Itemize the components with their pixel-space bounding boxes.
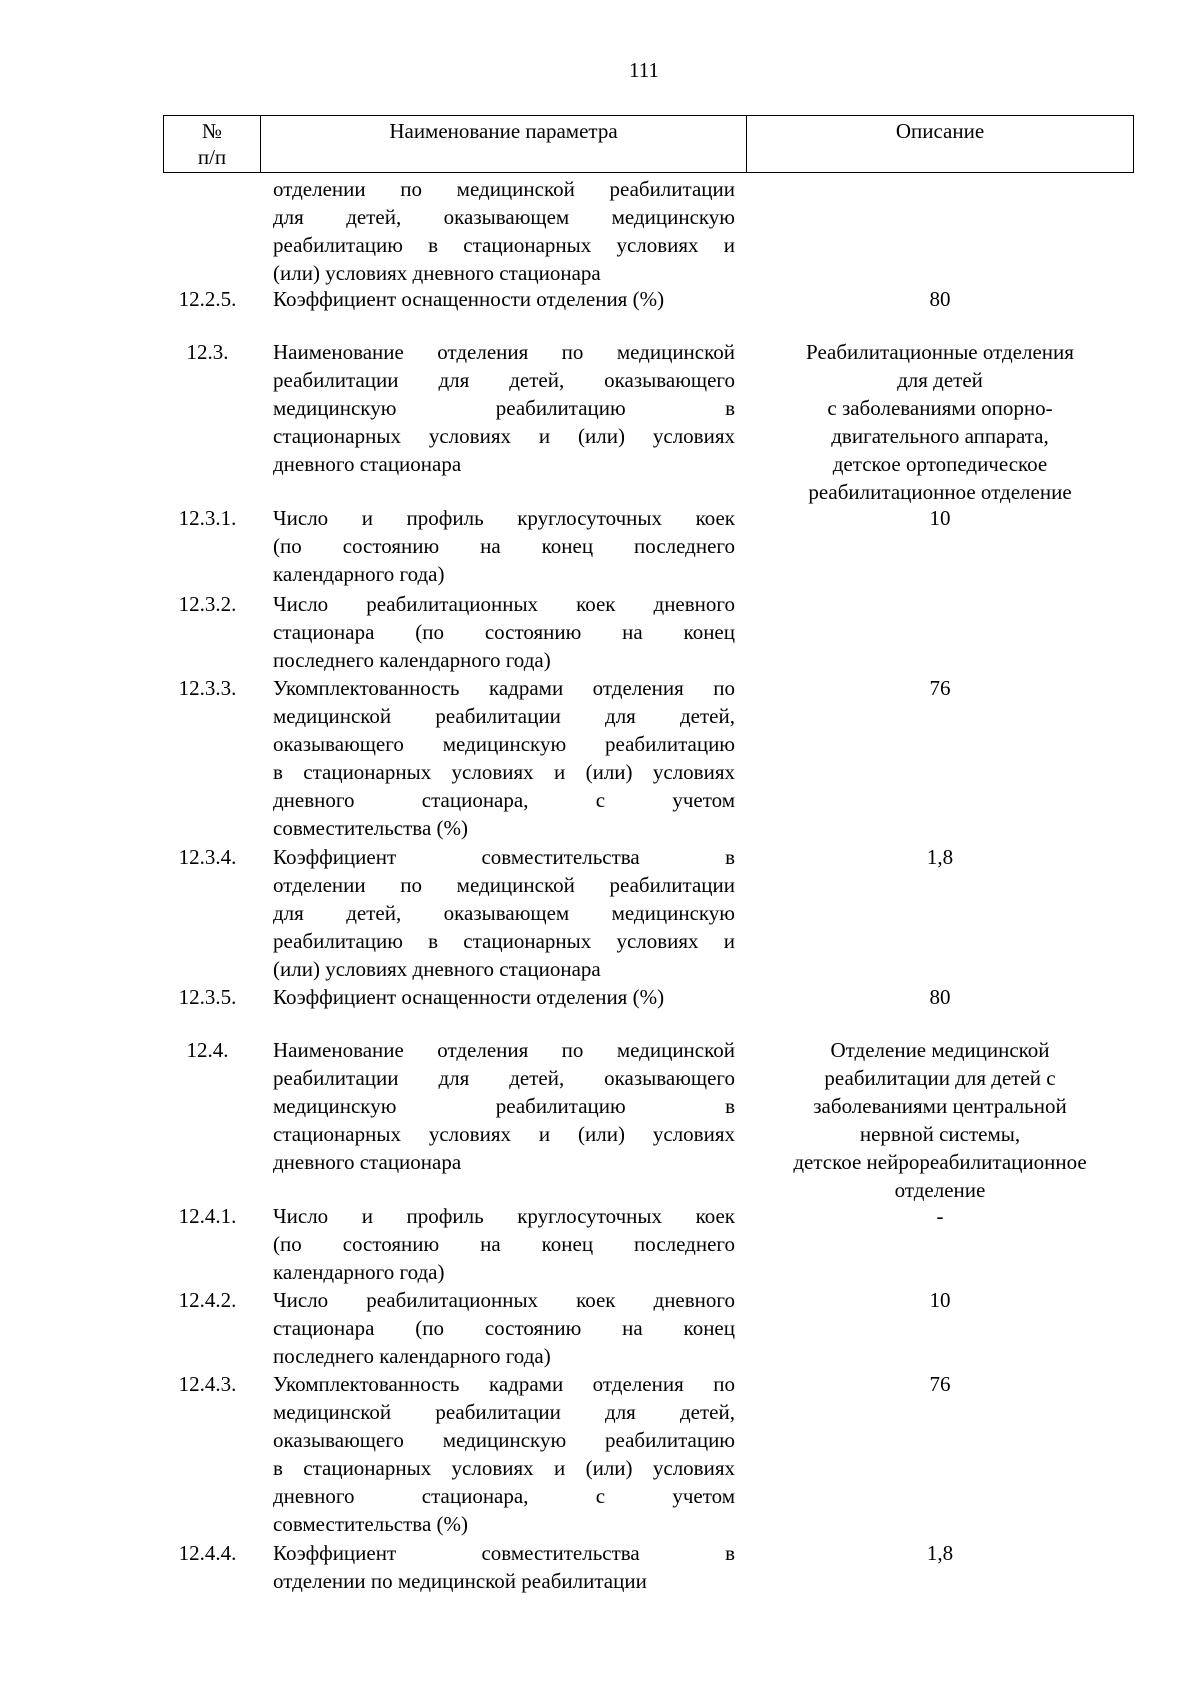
parameter-line: календарного года) — [273, 1260, 445, 1284]
row-description — [760, 504, 1120, 532]
description-line: реабилитации для детей с — [824, 1066, 1056, 1090]
row-description — [760, 1036, 1120, 1204]
header-col-number-line1: № — [201, 119, 223, 143]
row-description — [760, 1370, 1120, 1398]
row-description — [760, 843, 1120, 871]
parameter-line: в стационарных условиях и (или) условиях — [273, 760, 735, 784]
parameter-line: медицинскую реабилитацию в — [273, 1094, 735, 1118]
parameter-line: в стационарных условиях и (или) условиях — [273, 1456, 735, 1480]
parameter-line: дневного стационара, с учетом — [273, 788, 735, 812]
page-number: 111 — [629, 58, 659, 82]
row-parameter — [273, 1370, 735, 1538]
parameter-line: календарного года) — [273, 562, 445, 586]
header-col-number — [164, 116, 261, 173]
parameter-line: последнего календарного года) — [273, 1344, 551, 1368]
row-number: 12.3. — [186, 340, 229, 364]
parameter-line: дневного стационара — [273, 452, 462, 476]
parameter-line: Число и профиль круглосуточных коек — [273, 506, 735, 530]
parameter-line: (или) условиях дневного стационара — [273, 957, 601, 981]
parameter-line: Укомплектованность кадрами отделения по — [273, 676, 735, 700]
row-parameter — [273, 1202, 735, 1286]
parameter-line: Число реабилитационных коек дневного — [273, 592, 735, 616]
parameter-line: оказывающего медицинскую реабилитацию — [273, 732, 735, 756]
parameter-line: Коэффициент совместительства в — [273, 845, 735, 869]
description-line: заболеваниями центральной — [813, 1094, 1067, 1118]
parameter-line: Наименование отделения по медицинской — [273, 1038, 735, 1062]
row-description — [760, 338, 1120, 506]
parameter-line: реабилитации для детей, оказывающего — [273, 368, 735, 392]
row-description — [760, 1202, 1120, 1230]
parameter-line: медицинской реабилитации для детей, — [273, 704, 735, 728]
row-parameter — [273, 175, 735, 287]
description-line: 80 — [929, 287, 951, 311]
row-number: 12.3.4. — [178, 845, 237, 869]
parameter-line: отделении по медицинской реабилитации — [273, 177, 735, 201]
parameter-line: отделении по медицинской реабилитации — [273, 1569, 647, 1593]
row-number: 12.3.3. — [178, 676, 237, 700]
description-line: Реабилитационные отделения — [806, 340, 1074, 364]
parameter-line: стационарных условиях и (или) условиях — [273, 424, 735, 448]
row-number: 12.3.2. — [178, 592, 237, 616]
row-description — [760, 1539, 1120, 1567]
description-line: детское нейрореабилитационное — [793, 1150, 1087, 1174]
row-parameter — [273, 674, 735, 842]
description-line: двигательного аппарата, — [831, 424, 1049, 448]
parameter-line: Коэффициент оснащенности отделения (%) — [273, 287, 665, 311]
description-line: Отделение медицинской — [830, 1038, 1050, 1062]
description-line: 10 — [929, 506, 951, 530]
description-line: - — [936, 1204, 944, 1228]
parameter-line: оказывающего медицинскую реабилитацию — [273, 1428, 735, 1452]
parameter-line: (или) условиях дневного стационара — [273, 261, 601, 285]
parameter-line: последнего календарного года) — [273, 648, 551, 672]
header-col-description: Описание — [747, 116, 1134, 173]
parameter-line: стационарных условиях и (или) условиях — [273, 1122, 735, 1146]
row-parameter — [273, 983, 735, 1011]
description-line: 80 — [929, 985, 951, 1009]
description-line: 76 — [929, 1372, 951, 1396]
parameter-line: (по состоянию на конец последнего — [273, 1232, 735, 1256]
header-col-parameter: Наименование параметра — [261, 116, 747, 173]
description-line: 10 — [929, 1288, 951, 1312]
row-parameter — [273, 590, 735, 674]
row-parameter — [273, 504, 735, 588]
description-line: 1,8 — [926, 1541, 954, 1565]
row-parameter — [273, 285, 735, 313]
description-line: детское ортопедическое — [832, 452, 1048, 476]
parameter-line: Наименование отделения по медицинской — [273, 340, 735, 364]
parameter-line: Укомплектованность кадрами отделения по — [273, 1372, 735, 1396]
parameter-line: Число реабилитационных коек дневного — [273, 1288, 735, 1312]
row-parameter — [273, 1539, 735, 1595]
parameter-line: Коэффициент совместительства в — [273, 1541, 735, 1565]
row-description — [760, 285, 1120, 313]
parameter-line: реабилитацию в стационарных условиях и — [273, 929, 735, 953]
row-description — [760, 674, 1120, 702]
description-line: реабилитационное отделение — [808, 480, 1072, 504]
parameter-line: стационара (по состоянию на конец — [273, 620, 735, 644]
row-number: 12.4.1. — [178, 1204, 237, 1228]
description-line: 1,8 — [926, 845, 954, 869]
row-number: 12.4.2. — [178, 1288, 237, 1312]
parameter-line: Коэффициент оснащенности отделения (%) — [273, 985, 665, 1009]
parameter-line: совместительства (%) — [273, 1512, 468, 1536]
row-number: 12.2.5. — [178, 287, 237, 311]
description-line: с заболеваниями опорно- — [827, 396, 1053, 420]
row-number: 12.4. — [186, 1038, 229, 1062]
row-parameter — [273, 338, 735, 478]
parameter-line: совместительства (%) — [273, 816, 468, 840]
parameter-line: отделении по медицинской реабилитации — [273, 873, 735, 897]
row-parameter — [273, 1286, 735, 1370]
row-description — [760, 1286, 1120, 1314]
row-number: 12.4.4. — [178, 1541, 237, 1565]
parameter-line: реабилитации для детей, оказывающего — [273, 1066, 735, 1090]
parameter-line: для детей, оказывающем медицинскую — [273, 901, 735, 925]
row-number: 12.3.1. — [178, 506, 237, 530]
row-parameter — [273, 843, 735, 983]
parameter-line: Число и профиль круглосуточных коек — [273, 1204, 735, 1228]
row-number: 12.4.3. — [178, 1372, 237, 1396]
row-parameter — [273, 1036, 735, 1176]
header-col-number-line2: п/п — [197, 145, 227, 169]
parameter-line: стационара (по состоянию на конец — [273, 1316, 735, 1340]
parameter-line: медицинской реабилитации для детей, — [273, 1400, 735, 1424]
parameter-line: медицинскую реабилитацию в — [273, 396, 735, 420]
row-description — [760, 983, 1120, 1011]
description-line: для детей — [897, 368, 983, 392]
parameter-line: реабилитацию в стационарных условиях и — [273, 233, 735, 257]
parameter-line: (по состоянию на конец последнего — [273, 534, 735, 558]
parameter-line: дневного стационара, с учетом — [273, 1484, 735, 1508]
description-line: нервной системы, — [859, 1122, 1021, 1146]
parameter-line: для детей, оказывающем медицинскую — [273, 205, 735, 229]
description-line: отделение — [894, 1178, 986, 1202]
parameter-line: дневного стационара — [273, 1150, 462, 1174]
table-header — [163, 115, 1134, 173]
row-number: 12.3.5. — [178, 985, 237, 1009]
description-line: 76 — [929, 676, 951, 700]
